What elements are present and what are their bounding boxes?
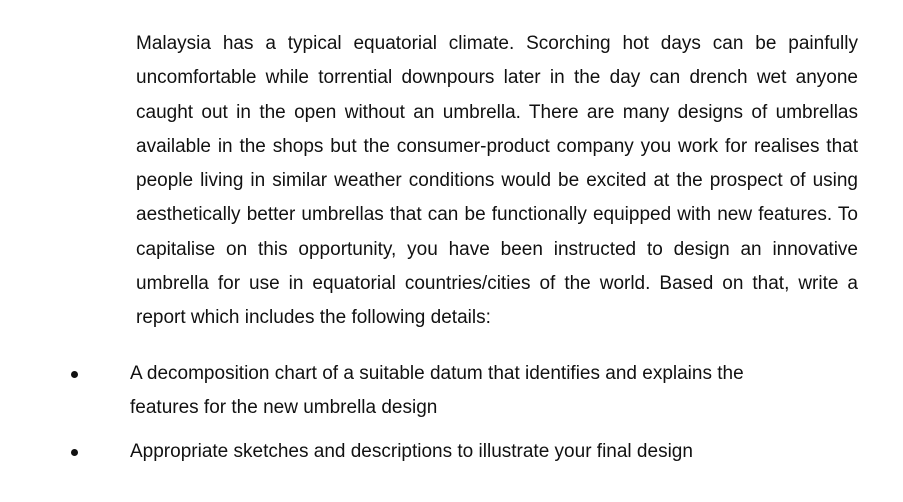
- bullet-icon: [71, 449, 78, 456]
- list-item: [0, 357, 903, 425]
- list-item: [0, 435, 903, 469]
- intro-paragraph: Malaysia has a typical equatorial climate. Scorching hot days can be painfully uncomfortable while torrential downpours later in the day can drench wet anyone caught out in the open without an umbrella. There are many designs of umbrellas available in the shops but the consumer-product company you work for realises that people living in similar weather conditions would be excited at the prospect of using aesthetically better umbrellas that can be functionally equipped with new features. To capitalise on this opportunity, you have been instructed to design an innovative umbrella for use in equatorial countries/cities of the world. Based on that, write a report which includes the following details:: [136, 33, 858, 329]
- bullet-icon: [71, 371, 78, 378]
- list-item-text: Appropriate sketches and descriptions to illustrate your final design: [130, 441, 693, 462]
- list-item-text: A decomposition chart of a suitable datum that identifies and explains the features for the new umbrella design: [130, 363, 744, 418]
- requirements-list: [0, 357, 903, 469]
